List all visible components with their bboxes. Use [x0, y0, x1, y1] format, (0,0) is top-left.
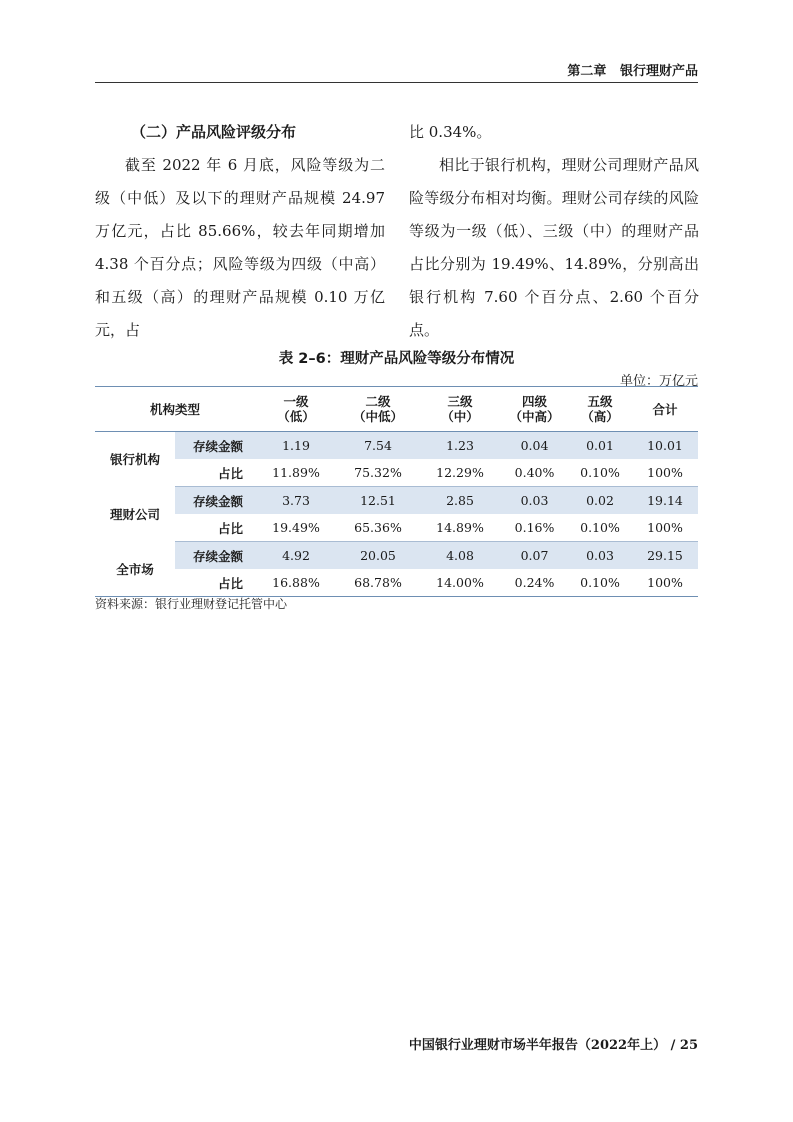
col-level3: 三级 （中） — [419, 387, 501, 432]
metric-label: 存续金额 — [175, 432, 255, 460]
table-cell: 12.29% — [419, 459, 501, 487]
table-source-note: 资料来源：银行业理财登记托管中心 — [95, 597, 288, 611]
table-unit: 单位：万亿元 — [619, 374, 698, 389]
footer-report-title: 中国银行业理财市场半年报告（2022年上） — [408, 1038, 667, 1053]
table-cell: 14.00% — [436, 575, 484, 590]
group-label: 理财公司 — [95, 487, 175, 542]
table-row — [95, 487, 698, 515]
table-row — [95, 569, 698, 597]
table-cell: 12.51 — [337, 487, 419, 515]
group-label: 银行机构 — [95, 432, 175, 487]
table-cell: 19.14 — [632, 487, 698, 515]
footer-separator: / — [670, 1038, 676, 1053]
table-header-row — [95, 387, 698, 432]
table-cell: 0.10% — [568, 514, 632, 542]
header-title: 银行理财产品 — [619, 64, 698, 79]
metric-label: 存续金额 — [175, 487, 255, 515]
group-label: 全市场 — [95, 542, 175, 597]
risk-distribution-table — [95, 386, 698, 597]
table-row — [95, 459, 698, 487]
left-column — [95, 116, 385, 347]
metric-label: 占比 — [217, 575, 243, 591]
table-cell: 100% — [632, 459, 698, 487]
table-cell: 16.88% — [272, 575, 320, 590]
col-level5: 五级 （高） — [568, 387, 632, 432]
table-cell: 0.02 — [568, 487, 632, 515]
section-heading: （二）产品风险评级分布 — [131, 123, 297, 141]
table-cell: 20.05 — [337, 542, 419, 570]
table-cell: 3.73 — [255, 487, 337, 515]
table-title: 表 2–6：理财产品风险等级分布情况 — [278, 351, 515, 367]
table-cell: 0.16% — [501, 514, 568, 542]
table-cell: 10.01 — [632, 432, 698, 460]
table-row — [95, 542, 698, 570]
metric-label: 占比 — [175, 459, 255, 487]
table-cell: 4.08 — [419, 542, 501, 570]
running-header — [567, 60, 698, 79]
table-cell: 100% — [632, 514, 698, 542]
table-cell: 1.23 — [419, 432, 501, 460]
table-row — [95, 432, 698, 460]
table-cell: 75.32% — [337, 459, 419, 487]
left-paragraph: 截至 2022 年 6 月底，风险等级为二级（中低）及以下的理财产品规模 24.97 万亿元，占比 85.66%，较去年同期增加 4.38 个百分点；风险等级为四级（中高）和五级（高）的理财产品规模 0.10 万亿元，占 — [95, 156, 385, 339]
table-cell: 7.54 — [337, 432, 419, 460]
table-cell: 0.10% — [580, 575, 620, 590]
table-cell: 0.07 — [501, 542, 568, 570]
table-cell: 4.92 — [255, 542, 337, 570]
table-cell: 0.03 — [501, 487, 568, 515]
table-cell: 14.89% — [419, 514, 501, 542]
page-footer — [409, 1034, 698, 1053]
table-cell: 0.10% — [568, 459, 632, 487]
table-cell: 0.24% — [514, 575, 555, 590]
col-org-type: 机构类型 — [95, 387, 255, 432]
col-level2: 二级 （中低） — [337, 387, 419, 432]
right-paragraph: 相比于银行机构，理财公司理财产品风险等级分布相对均衡。理财公司存续的风险等级为一级（低）、三级（中）的理财产品占比分别为 19.49%、14.89%，分别高出银行机构 7.60 个百分点、2.60 个百分点。 — [409, 156, 699, 339]
table-cell: 65.36% — [337, 514, 419, 542]
table-cell: 19.49% — [255, 514, 337, 542]
right-continuation: 比 0.34%。 — [409, 123, 492, 141]
header-rule — [95, 82, 698, 83]
table-cell: 0.40% — [501, 459, 568, 487]
table-row — [95, 514, 698, 542]
table-cell: 68.78% — [354, 575, 402, 590]
metric-label: 占比 — [175, 514, 255, 542]
page-number: 25 — [679, 1038, 698, 1053]
table-cell: 0.01 — [568, 432, 632, 460]
table-cell: 29.15 — [632, 542, 698, 570]
table-cell: 0.03 — [568, 542, 632, 570]
col-total: 合计 — [632, 387, 698, 432]
col-level1: 一级 （低） — [255, 387, 337, 432]
table-cell: 100% — [647, 575, 683, 590]
table-cell: 2.85 — [419, 487, 501, 515]
header-chapter: 第二章 — [567, 64, 607, 79]
right-column — [409, 116, 699, 347]
table-cell: 0.04 — [501, 432, 568, 460]
metric-label: 存续金额 — [175, 542, 255, 570]
col-level4: 四级 （中高） — [501, 387, 568, 432]
table-cell: 1.19 — [255, 432, 337, 460]
table-cell: 11.89% — [255, 459, 337, 487]
